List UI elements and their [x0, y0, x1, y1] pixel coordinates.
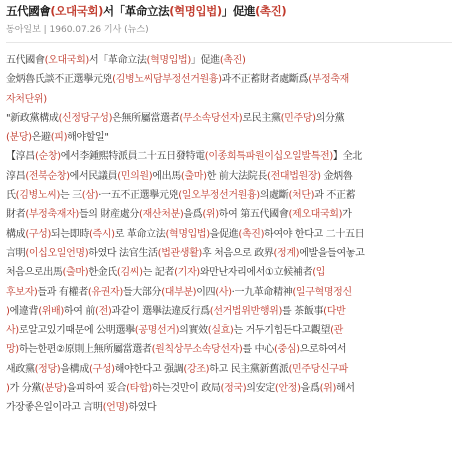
article-line	[6, 225, 452, 244]
reading-gloss: (신정당구성)	[58, 112, 113, 124]
reading-gloss: (김병노씨담부정선거원흉)	[112, 74, 222, 86]
text-segment: 을爲	[183, 209, 203, 221]
reading-gloss: (혁명입법)	[146, 55, 191, 66]
text-segment: 은避	[31, 132, 51, 144]
text-segment: 의處斷	[259, 190, 289, 202]
text-segment: "新政黨構成	[6, 112, 59, 124]
reading-gloss: (사)	[215, 286, 232, 298]
article-meta: 동아일보 | 1960.07.26 기사 (뉴스)	[6, 25, 149, 35]
text-segment: 로 革命立法	[114, 228, 166, 240]
text-segment: 는 거두기힘든다고觀望	[233, 325, 331, 337]
reading-gloss: (전북순창)	[25, 170, 70, 182]
text-segment: 해야한다고 强調	[114, 363, 184, 375]
text-segment: 에出馬	[152, 170, 181, 182]
reading-gloss: (순창)	[34, 151, 61, 163]
text-segment: 해야할일"	[67, 132, 109, 144]
text-segment: 五代國會	[6, 4, 51, 18]
reading-gloss: (정당)	[34, 363, 61, 375]
reading-gloss: (처단)	[288, 190, 315, 202]
reading-gloss: (피)	[50, 132, 68, 144]
text-segment: 을爲	[300, 383, 320, 395]
reading-gloss: (이십오일언명)	[25, 247, 89, 259]
reading-gloss: (대부분)	[161, 286, 197, 298]
text-segment: 】全北	[332, 151, 362, 163]
text-segment: 들과 有權者	[37, 286, 88, 298]
reading-gloss: (제오대국회)	[288, 209, 343, 221]
reading-gloss: (부정축재자)	[25, 209, 79, 221]
reading-gloss: (안정)	[274, 383, 301, 395]
text-segment: 들의 財産處分	[78, 209, 140, 221]
text-segment: 淳昌	[6, 170, 26, 182]
reading-gloss: (중심)	[273, 344, 300, 356]
text-segment: 새政黨	[6, 363, 35, 375]
text-segment: 가장좋은일이라고 言明	[6, 402, 103, 414]
reading-gloss: (일구혁명정신	[292, 286, 352, 298]
text-segment: 하는한편②原則上無所屬當選者	[18, 344, 152, 356]
text-segment: 으로하여서	[299, 344, 347, 356]
text-segment: 가	[342, 209, 352, 221]
text-segment: 과不正蓄財者處斷爲	[221, 74, 309, 86]
reading-gloss: (삼)	[81, 190, 99, 202]
text-segment: 가 分黨	[9, 383, 42, 395]
text-segment: 構成	[6, 228, 26, 240]
reading-gloss: (강조)	[183, 363, 210, 375]
reading-gloss: )	[6, 383, 10, 395]
text-segment: 」促進	[190, 55, 220, 66]
text-segment: 해서	[336, 383, 355, 395]
text-segment: 과 不正蓄	[314, 190, 356, 202]
text-segment: 에違背	[9, 305, 39, 317]
text-segment: 이四	[196, 286, 216, 298]
reading-gloss: 사)	[6, 325, 19, 337]
text-segment: 言明	[6, 247, 26, 259]
article-line	[6, 321, 452, 340]
article-line	[6, 283, 452, 302]
article-body	[6, 51, 452, 418]
reading-gloss: (위배)	[38, 305, 64, 317]
text-segment: 를 中心	[242, 344, 274, 356]
reading-gloss: (법관생활)	[157, 247, 202, 259]
text-segment: 革命立法	[107, 55, 147, 66]
text-segment: 하여 第五代國會	[218, 209, 289, 221]
text-segment: 하였다 法官生活	[88, 247, 158, 259]
text-segment: 財者	[6, 209, 26, 221]
reading-gloss: (전)	[95, 305, 112, 317]
text-segment: 」促進	[221, 4, 256, 18]
reading-gloss: (민의원)	[117, 170, 153, 182]
reading-gloss: (전대법원장)	[267, 170, 321, 182]
reading-gloss: (오대국회)	[44, 55, 89, 66]
reading-gloss: (언명)	[102, 402, 129, 414]
reading-gloss: (유권자)	[87, 286, 123, 298]
text-segment: 와만난자리에서①立候補者	[199, 267, 313, 279]
reading-gloss: (부정축재	[308, 74, 349, 86]
text-segment: 는 記者	[142, 267, 175, 279]
reading-gloss: (공명선거)	[134, 325, 180, 337]
article-title	[6, 4, 452, 19]
text-segment: 의安定	[246, 383, 275, 395]
article-line	[6, 147, 452, 166]
reading-gloss: (구성)	[88, 363, 115, 375]
article-line	[6, 302, 452, 321]
reading-gloss: (관	[330, 325, 343, 337]
text-segment: 의分黨	[315, 112, 345, 124]
reading-gloss: (분당)	[6, 132, 32, 144]
text-segment: 金炳魯	[320, 170, 353, 182]
text-segment: 한 前大法院長	[206, 170, 268, 182]
text-segment: 에발을들여놓고	[299, 247, 365, 259]
text-segment: ·一五不正選擧元兇	[98, 190, 179, 202]
reading-gloss: (혁명입법)	[169, 4, 222, 18]
reading-gloss: (위)	[202, 209, 219, 221]
text-segment: 로民主黨	[242, 112, 281, 124]
text-segment: 革命立法	[124, 4, 170, 18]
reading-gloss: (구성)	[25, 228, 52, 240]
text-segment: 들大部分	[122, 286, 162, 298]
reading-gloss: (혁명입법)	[165, 228, 210, 240]
article-line	[6, 167, 452, 186]
text-segment: 은無所屬當選者	[112, 112, 180, 124]
article-line	[6, 263, 452, 282]
reading-gloss: (출마)	[180, 170, 207, 182]
text-segment: 서「	[88, 55, 108, 66]
reading-gloss: (원칙상무소속당선자)	[151, 344, 243, 356]
text-segment: 하였다	[128, 402, 157, 414]
text-segment: 서「	[102, 4, 125, 18]
reading-gloss: (분당)	[41, 383, 67, 395]
text-segment: 五代國會	[6, 55, 45, 66]
article-line	[6, 379, 452, 398]
reading-gloss: (무소속당선자)	[179, 112, 243, 124]
reading-gloss: (김씨)	[116, 267, 143, 279]
article-line	[6, 186, 452, 205]
text-segment: 하여야 한다고 二十五日	[264, 228, 365, 240]
reading-gloss: 후보자)	[6, 286, 38, 298]
text-segment: 金炳魯氏談不正選擧元兇	[6, 74, 113, 86]
article-line	[6, 90, 452, 109]
reading-gloss: (김병노씨)	[15, 190, 60, 202]
reading-gloss: (이종희특파원이십오일발특전)	[204, 151, 333, 163]
text-segment: 淳昌	[15, 151, 35, 163]
reading-gloss: 자처단위)	[6, 93, 47, 105]
text-segment: 을促進	[209, 228, 239, 240]
text-segment: 氏	[6, 190, 16, 202]
reading-gloss: (일오부정선거원흉)	[178, 190, 260, 202]
article-line	[6, 70, 452, 89]
article	[6, 0, 452, 418]
text-segment: 을피하여 妥合	[66, 383, 127, 395]
text-segment: 과같이 選擧法違反行爲	[111, 305, 210, 317]
article-line	[6, 205, 452, 224]
reading-gloss: (정계)	[273, 247, 300, 259]
reading-gloss: (위)	[319, 383, 337, 395]
article-line	[6, 340, 452, 359]
text-segment: 는 三	[60, 190, 82, 202]
text-segment: 하고 民主黨新舊派	[209, 363, 289, 375]
reading-gloss: (오대국회)	[50, 4, 103, 18]
reading-gloss: )	[6, 305, 10, 317]
text-segment: 【	[6, 151, 16, 163]
reading-gloss: (민주당신구파	[288, 363, 348, 375]
text-segment: 하여 前	[63, 305, 96, 317]
reading-gloss: 망)	[6, 344, 19, 356]
reading-gloss: (촉진)	[255, 4, 287, 18]
article-line	[6, 109, 452, 128]
text-segment: 하는것만이 政局	[151, 383, 221, 395]
text-segment: 을構成	[60, 363, 89, 375]
text-segment: 한金氏	[88, 267, 117, 279]
text-segment: 로알고있기때문에 公明選擧	[18, 325, 135, 337]
reading-gloss: (선거법위반행위)	[209, 305, 283, 317]
divider	[6, 42, 452, 43]
text-segment: 에서民議員	[69, 170, 118, 182]
article-line	[6, 398, 452, 417]
reading-gloss: (즉시)	[88, 228, 115, 240]
reading-gloss: (출마)	[62, 267, 89, 279]
text-segment: 를 茶飯事	[282, 305, 324, 317]
reading-gloss: (촉진)	[238, 228, 265, 240]
reading-gloss: (기자)	[174, 267, 200, 279]
text-segment: 후 처음으로 政界	[201, 247, 274, 259]
reading-gloss: (입	[312, 267, 326, 279]
reading-gloss: (촉진)	[219, 55, 246, 66]
article-line	[6, 128, 452, 147]
reading-gloss: (다반	[323, 305, 346, 317]
article-line	[6, 360, 452, 379]
article-line	[6, 244, 452, 263]
reading-gloss: (민주당)	[280, 112, 316, 124]
text-segment: 처음으로出馬	[6, 267, 63, 279]
reading-gloss: (정국)	[220, 383, 247, 395]
reading-gloss: (타합)	[126, 383, 152, 395]
article-line	[6, 51, 452, 70]
reading-gloss: (재산처분)	[139, 209, 184, 221]
text-segment: ·一九革命精神	[231, 286, 293, 298]
reading-gloss: (실효)	[207, 325, 234, 337]
text-segment: 되는即時	[51, 228, 89, 240]
text-segment: 에서李鍾熙特派員二十五日發特電	[60, 151, 205, 163]
text-segment: 의實效	[179, 325, 208, 337]
